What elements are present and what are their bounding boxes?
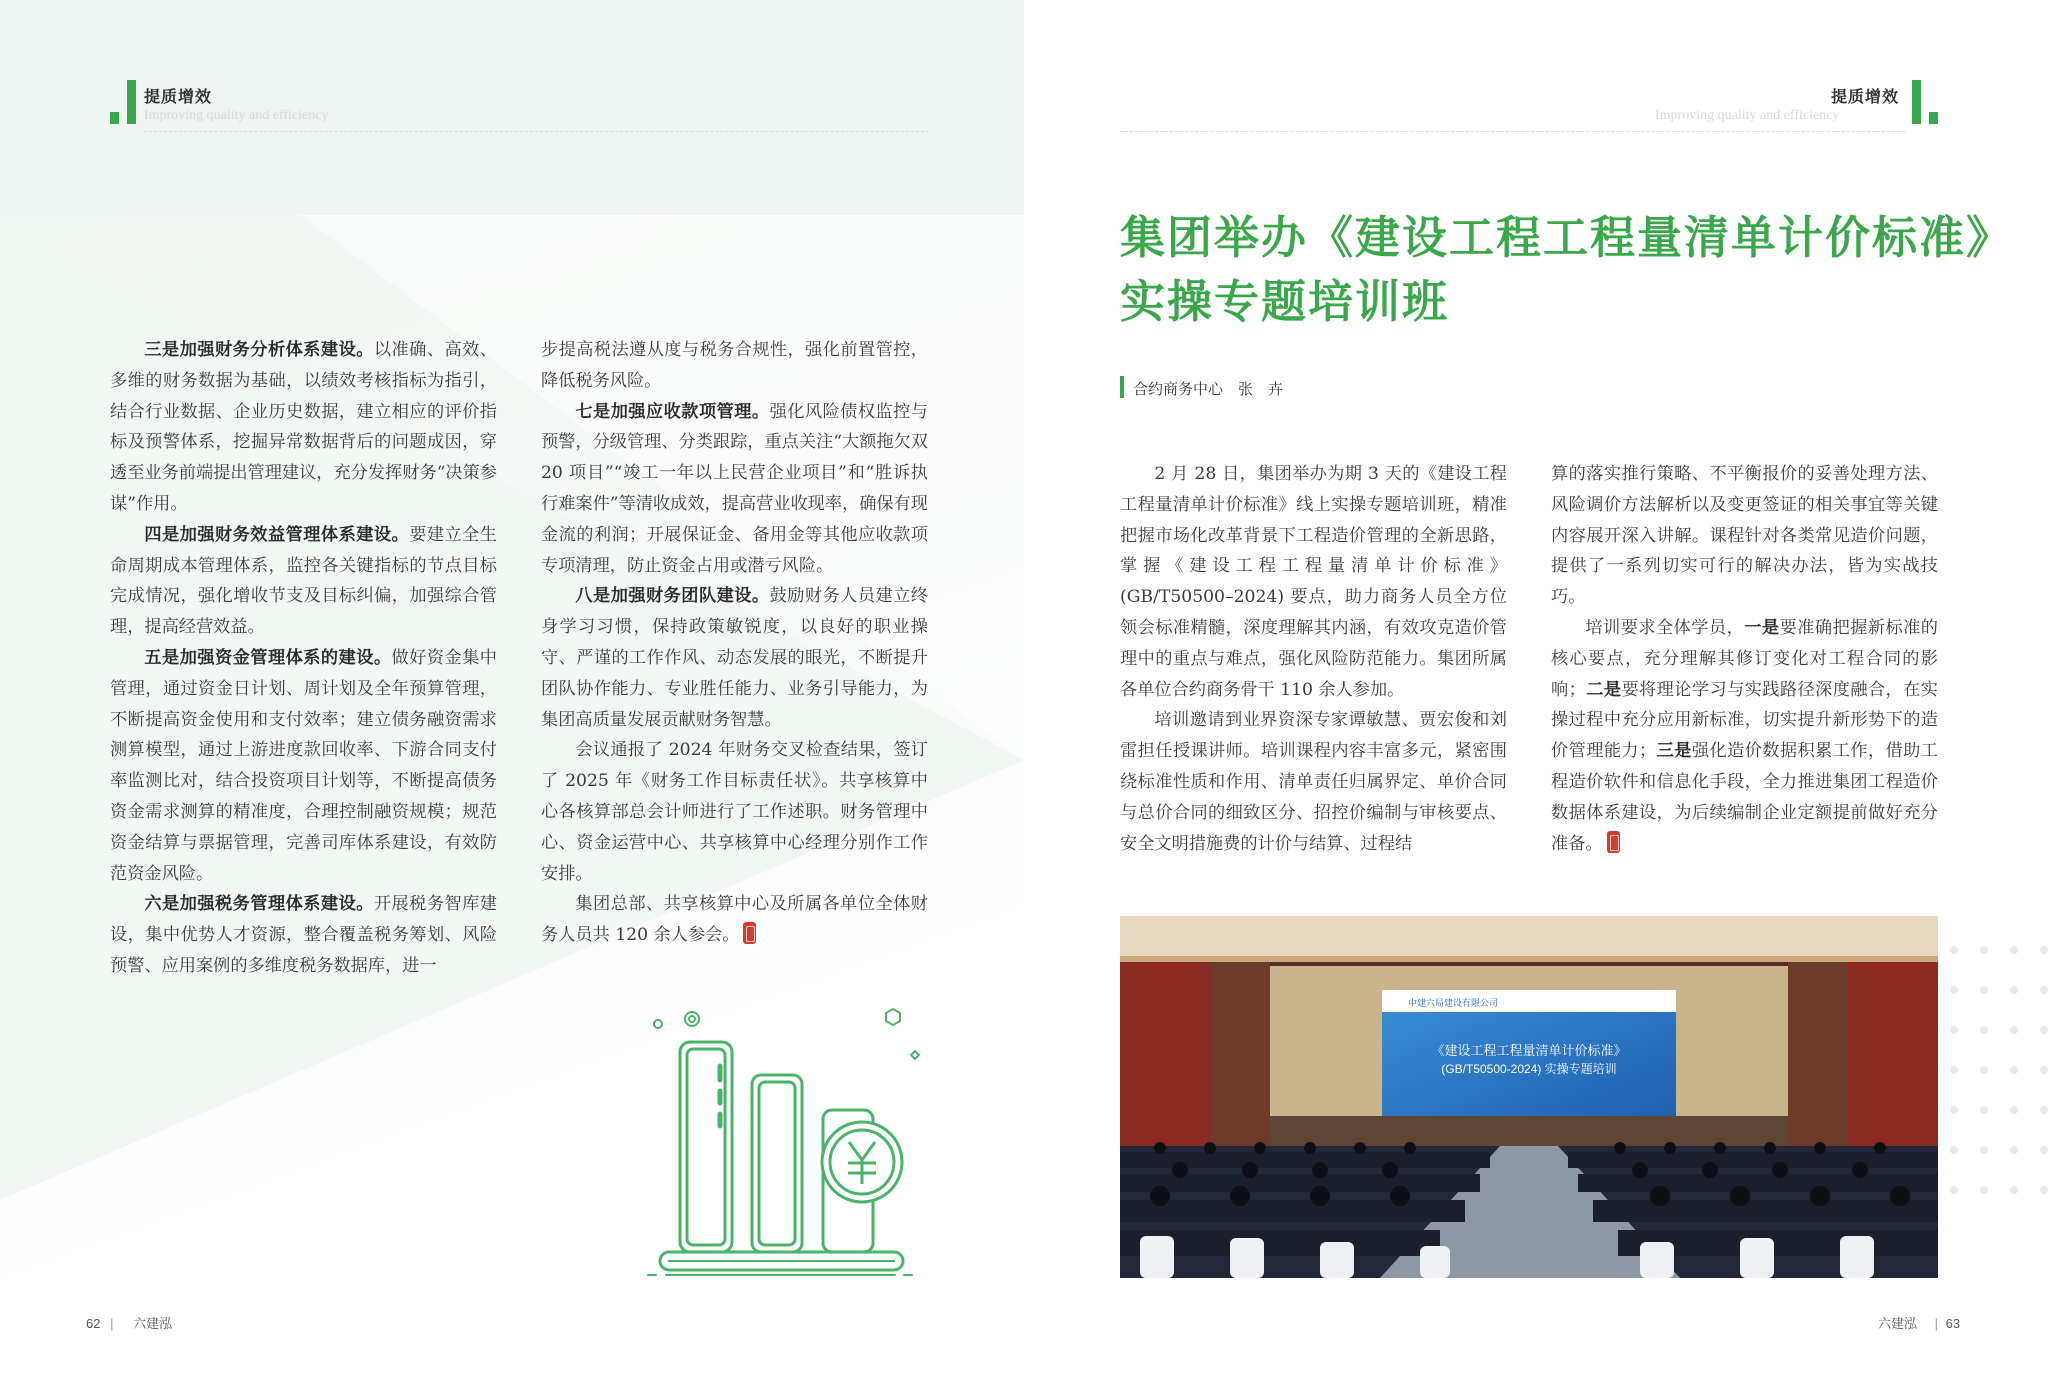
section-mark-tall (127, 80, 136, 124)
paragraph: 八是加强财务团队建设。鼓励财务人员建立终身学习习惯，保持政策敏锐度，以良好的职业操守、严谨的工作作风、动态发展的眼光，不断提升团队协作能力、专业胜任能力、业务引导能力，为集团高质量发展贡献财务智慧。 (541, 586, 928, 730)
page-number: 63 (1945, 1316, 1961, 1331)
left-footer: 62 | 六建泓 (86, 1316, 173, 1331)
screen-title-line2: (GB/T50500-2024) 实操专题培训 (1441, 1062, 1617, 1076)
end-seal-icon (1607, 831, 1620, 853)
paragraph: 算的落实推行策略、不平衡报价的妥善处理方法、风险调价方法解析以及变更签证的相关事宜等关键内容展开深入讲解。课程针对各类常见造价问题，提供了一系列切实可行的解决办法，皆为实战技巧。 (1551, 464, 1938, 608)
byline: 合约商务中心 张 卉 (1133, 381, 1284, 398)
finance-chart-coin-icon (640, 1000, 920, 1290)
header-divider-right (1120, 131, 1905, 132)
header-divider (144, 131, 929, 132)
training-session-photo (1120, 916, 1938, 1278)
magazine-name: 六建泓 (133, 1316, 173, 1331)
paragraph: 六是加强税务管理体系建设。开展税务智库建设，集中优势人才资源，整合覆盖税务筹划、风险预警、应用案例的多维度税务数据库，进一 (110, 894, 497, 976)
left-column-2 (541, 335, 928, 951)
right-column-2 (1551, 459, 1938, 859)
article-title-line1: 集团举办《建设工程工程量清单计价标准》 (1120, 211, 2014, 264)
section-mark-small-right (1929, 112, 1938, 124)
left-column-1 (110, 335, 497, 982)
paragraph: 步提高税法遵从度与税务合规性，强化前置管控，降低税务风险。 (541, 340, 928, 391)
screen-title-line1: 《建设工程工程量清单计价标准》 (1431, 1043, 1627, 1058)
paragraph: 五是加强资金管理体系的建设。做好资金集中管理，通过资金日计划、周计划及全年预算管理，不断提高资金使用和支付效率；建立债务融资需求测算模型，通过上游进度款回收率、下游合同支付率监测比对，结合投资项目计划等，不断提高债务资金需求测算的精准度，合理控制融资规模；规范资金结算与票据管理，完善司库体系建设，有效防范资金风险。 (110, 647, 497, 884)
paragraph: 集团总部、共享核算中心及所属各单位全体财务人员共 120 余人参会。 (541, 894, 928, 946)
article-title-line2: 实操专题培训班 (1120, 275, 1450, 328)
paragraph: 三是加强财务分析体系建设。以准确、高效、多维的财务数据为基础，以绩效考核指标为指引，结合行业数据、企业历史数据，建立相应的评价指标及预警体系，挖掘异常数据背后的问题成因，穿透至业务前端提出管理建议，充分发挥财务“决策参谋”作用。 (110, 340, 497, 514)
paragraph: 四是加强财务效益管理体系建设。要建立全生命周期成本管理体系，监控各关键指标的节点目标完成情况，强化增收节支及目标纠偏，加强综合管理，提高经营效益。 (110, 524, 497, 638)
dot-grid-decoration (1948, 940, 2048, 1260)
paragraph: 培训要求全体学员，一是要准确把握新标准的核心要点，充分理解其修订变化对工程合同的影响；二是要将理论学习与实践路径深度融合，在实操过程中充分应用新标准，切实提升新形势下的造价管理能力；三是强化造价数据积累工作，借助工程造价软件和信息化手段，全力推进集团工程造价数据体系建设，为后续编制企业定额提前做好充分准备。 (1551, 617, 1938, 854)
paragraph: 培训邀请到业界资深专家谭敏慧、贾宏俊和刘雷担任授课讲师。培训课程内容丰富多元，紧密围绕标准性质和作用、清单责任归属界定、单价合同与总价合同的细致区分、招控价编制与审核要点、安全文明措施费的计价与结算、过程结 (1120, 710, 1507, 854)
byline-bar (1120, 376, 1124, 398)
magazine-name: 六建泓 (1878, 1316, 1918, 1331)
end-seal-icon (743, 922, 756, 944)
paragraph: 会议通报了 2024 年财务交叉检查结果，签订了 2025 年《财务工作目标责任状》。共享核算中心各核算部总会计师进行了工作述职。财务管理中心、资金运营中心、共享核算中心经理分别作工作安排。 (541, 740, 928, 884)
section-subtitle-right: Improving quality and efficiency (1655, 108, 1840, 123)
page-number: 62 (86, 1316, 101, 1331)
screen-company-text: 中建六局建设有限公司 (1408, 998, 1499, 1008)
section-title-right: 提质增效 (1831, 87, 1900, 106)
paragraph: 2 月 28 日，集团举办为期 3 天的《建设工程工程量清单计价标准》线上实操专题培训班，精准把握市场化改革背景下工程造价管理的全新思路，掌握《建设工程工程量清单计价标准》(GB/T50500–2024) 要点，助力商务人员全方位领会标准精髓，深度理解其内涵，有效攻克造价管理中的重点与难点，强化风险防范能力。集团所属各单位合约商务骨干 110 余人参加。 (1120, 464, 1507, 700)
right-footer: 六建泓 | 63 (1878, 1316, 1961, 1331)
section-mark-tall-right (1912, 80, 1921, 124)
right-column-1 (1120, 459, 1507, 859)
paragraph: 七是加强应收款项管理。强化风险债权监控与预警，分级管理、分类跟踪，重点关注“大额拖欠双 20 项目”“竣工一年以上民营企业项目”和“胜诉执行难案件”等清收成效，提高营业收现率，确保有现金流的利润；开展保证金、备用金等其他应收款项专项清理，防止资金占用或潜亏风险。 (541, 401, 928, 576)
section-subtitle: Improving quality and efficiency (144, 108, 329, 123)
article-title (1120, 206, 2013, 334)
section-title: 提质增效 (144, 87, 213, 106)
section-mark-small (110, 112, 119, 124)
